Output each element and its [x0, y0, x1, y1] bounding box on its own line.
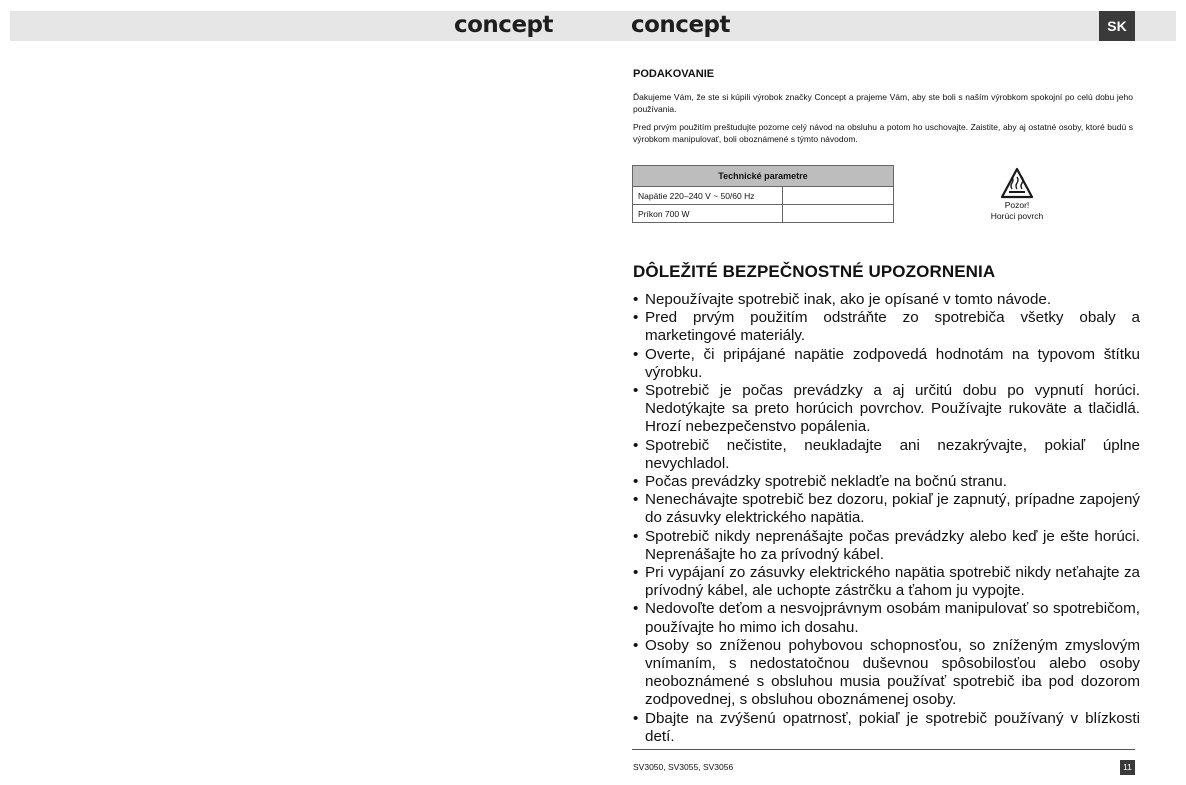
param-value	[783, 205, 894, 223]
safety-list	[633, 291, 1140, 746]
hot-surface-warning	[978, 167, 1056, 222]
table-title: Technické parametre	[633, 166, 894, 187]
param-value	[783, 187, 894, 205]
instructions-paragraph: Pred prvým použitím preštudujte pozorne celý návod na obsluhu a potom ho uschovajte. Zaistite, aby aj ostatné osoby, ktoré budú s výrobkom manipulovať, boli oboznámené s týmto návodom.	[633, 122, 1133, 144]
warning-line-2: Horúci povrch	[990, 211, 1044, 221]
list-item: • Spotrebič nikdy neprenášajte počas prevádzky alebo keď je ešte horúci. Neprenášajte ho za prívodný kábel.	[633, 527, 1140, 563]
brand-logo-right: concept	[631, 12, 731, 38]
list-item: • Nedovoľte deťom a nesvojprávnym osobám manipulovať so spotrebičom, používajte ho mimo ich dosahu.	[633, 600, 1140, 636]
list-item: • Overte, či pripájané napätie zodpovedá hodnotám na typovom štítku výrobku.	[633, 345, 1140, 381]
technical-parameters-table	[632, 165, 894, 223]
list-item: • Pred prvým použitím odstráňte zo spotrebiča všetky obaly a marketingové materiály.	[633, 309, 1140, 345]
list-item: • Dbajte na zvýšenú opatrnosť, pokiaľ je spotrebič používaný v blízkosti detí.	[633, 709, 1140, 745]
list-item: • Nenechávajte spotrebič bez dozoru, pokiaľ je zapnutý, prípadne zapojený do zásuvky elektrického napätia.	[633, 491, 1140, 527]
thanks-paragraph: Ďakujeme Vám, že ste si kúpili výrobok značky Concept a prajeme Vám, aby ste boli s naším výrobkom spokojní po celú dobu jeho používania.	[633, 92, 1133, 114]
list-item: • Spotrebič nečistite, neukladajte ani nezakrývajte, pokiaľ úplne nevychladol.	[633, 436, 1140, 472]
page-number: 11	[1120, 760, 1135, 775]
table-row	[633, 187, 894, 205]
thanks-heading: PODAKOVANIE	[633, 68, 715, 80]
language-badge: SK	[1099, 11, 1135, 41]
param-label: Príkon 700 W	[633, 205, 783, 223]
footer-divider	[632, 749, 1135, 750]
list-item: • Osoby so zníženou pohybovou schopnosťou, so zníženým zmyslovým vnímaním, s nedostatočnou duševnou spôsobilosťou alebo osoby neoboznámené s obsluhou musia používať spotrebič iba pod dozorom zodpovednej, s obsluhou oboznámenej osoby.	[633, 636, 1140, 709]
brand-logo-left: concept	[454, 12, 554, 38]
param-label: Napätie 220–240 V ~ 50/60 Hz	[633, 187, 783, 205]
table-row	[633, 205, 894, 223]
safety-heading: DÔLEŽITÉ BEZPEČNOSTNÉ UPOZORNENIA	[633, 262, 996, 281]
hot-surface-warning-icon	[1000, 167, 1034, 199]
list-item: • Pri vypájaní zo zásuvky elektrického napätia spotrebič nikdy neťahajte za prívodný kábel, ale uchopte zástrčku a ťahom ju vypojte.	[633, 564, 1140, 600]
list-item: • Počas prevádzky spotrebič nekladťe na bočnú stranu.	[633, 473, 1007, 491]
header-bar	[10, 11, 1176, 41]
footer-models: SV3050, SV3055, SV3056	[633, 762, 734, 772]
list-item: • Spotrebič je počas prevádzky a aj určitú dobu po vypnutí horúci. Nedotýkajte sa preto horúcich povrchov. Používajte rukoväte a tlačidlá. Hrozí nebezpečenstvo popálenia.	[633, 382, 1140, 436]
list-item: • Nepoužívajte spotrebič inak, ako je opísané v tomto návode.	[633, 291, 1052, 308]
warning-line-1: Pozor!	[1004, 200, 1030, 210]
